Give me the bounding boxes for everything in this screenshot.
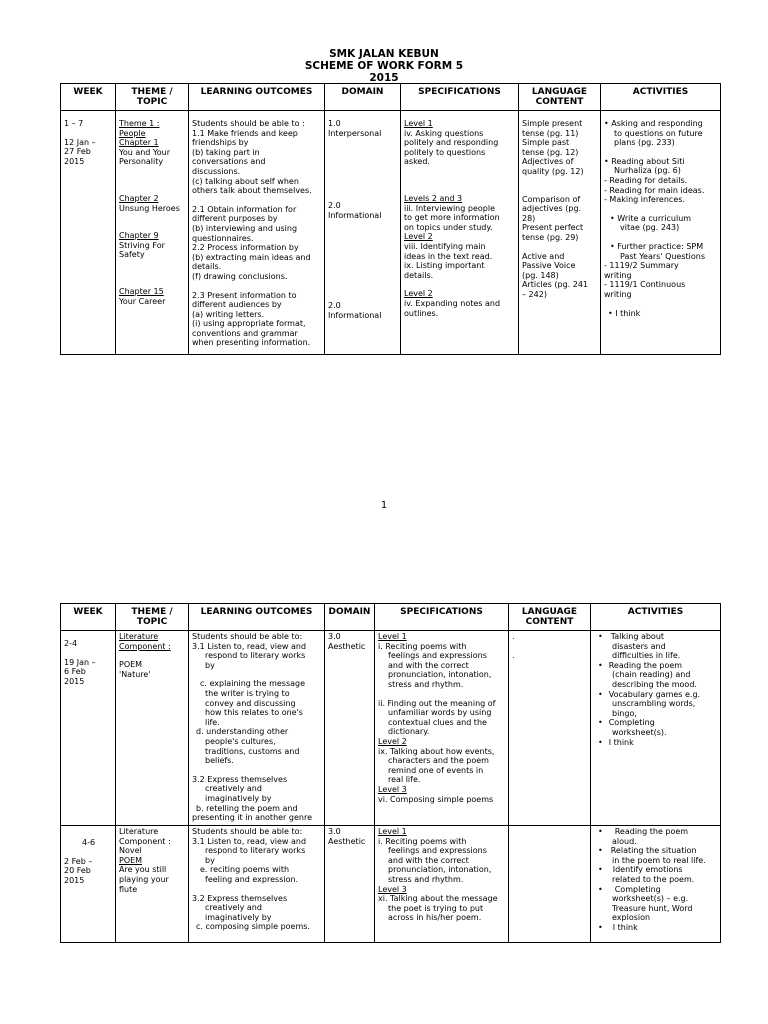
specifications-cell: Level 1 iv. Asking questions politely and responding politely to questions asked. Levels 2 and 3 iii. Interviewing people to get more information on topics under study. Level 2 viii. Identifying main ideas in the text read. ix. Listing important details. Level 2 iv. Expanding notes and outlines.: [401, 111, 519, 355]
language-content-cell: Simple present tense (pg. 11) Simple past tense (pg. 12) Adjectives of quality (pg. 12) Comparison of adjectives (pg. 28) Present perfect tense (pg. 29) Active and Passive Voice (pg. 148) Articles (pg. 241 – 242): [519, 111, 601, 355]
theme-cell: Literature Component : POEM 'Nature': [116, 631, 189, 826]
theme-cell: Literature Component : Novel POEM Are you still playing your flute: [116, 826, 189, 943]
col-outcomes: LEARNING OUTCOMES: [189, 84, 325, 111]
outcomes-cell: Students should be able to: 3.1 Listen to, read, view and respond to literary works by e. reciting poems with feeling and expression. 3.2 Express themselves creatively and imaginatively by c. composing simple poems.: [189, 826, 325, 943]
col-week: WEEK: [61, 84, 116, 111]
domain-cell: 3.0 Aesthetic: [325, 826, 375, 943]
activities-cell: • Asking and responding to questions on future plans (pg. 233) • Reading about Siti Nurhaliza (pg. 6) - Reading for details. - Reading for main ideas. - Making inferences. • Write a curriculum vitae (pg. 243) • Further practice: SPM Past Years' Questions - 1119/2 Summary writing - 1119/1 Continuous writing • I think: [601, 111, 721, 355]
language-content-cell: . .: [509, 631, 591, 826]
week-cell: 2-4 19 Jan – 6 Feb 2015: [61, 631, 116, 826]
col-domain: DOMAIN: [325, 604, 375, 631]
outcomes-cell: Students should be able to : 1.1 Make friends and keep friendships by (b) taking part in conversations and discussions. (c) talking about self when others talk about themselves. 2.1 Obtain information for different purposes by (b) interviewing and using questionnaires. 2.2 Process information by (b) extracting main ideas and details. (f) drawing conclusions. 2.3 Present information to different audiences by (a) writing letters. (i) using appropriate format, conventions and grammar when presenting information.: [189, 111, 325, 355]
table-row: [61, 631, 721, 826]
document-year: 2015: [369, 72, 399, 84]
theme-cell: Theme 1 : People Chapter 1 You and Your Personality Chapter 2 Unsung Heroes Chapter 9 Striving For Safety Chapter 15 Your Career: [116, 111, 189, 355]
table-row: [61, 111, 721, 355]
school-name: SMK JALAN KEBUN: [329, 48, 439, 60]
document-title: SCHEME OF WORK FORM 5: [304, 60, 464, 72]
col-specifications: SPECIFICATIONS: [375, 604, 509, 631]
specifications-cell: Level 1 i. Reciting poems with feelings and expressions and with the correct pronunciation, intonation, stress and rhythm. Level 3 xi. Talking about the message the poet is trying to put across in his/her poem.: [375, 826, 509, 943]
language-content-cell: [509, 826, 591, 943]
col-activities: ACTIVITIES: [601, 84, 721, 111]
domain-cell: 3.0 Aesthetic: [325, 631, 375, 826]
col-activities: ACTIVITIES: [591, 604, 721, 631]
activities-cell: • Talking about disasters and difficulties in life. • Reading the poem (chain reading) and describing the mood. • Vocabulary games e.g. unscrambling words, bingo, • Completing worksheet(s). • I think: [591, 631, 721, 826]
col-language: LANGUAGE CONTENT: [519, 84, 601, 111]
scheme-table-1: [60, 83, 721, 355]
col-outcomes: LEARNING OUTCOMES: [189, 604, 325, 631]
col-domain: DOMAIN: [325, 84, 401, 111]
specifications-cell: Level 1 i. Reciting poems with feelings and expressions and with the correct pronunciation, intonation, stress and rhythm. ii. Finding out the meaning of unfamiliar words by using contextual clues and the dictionary. Level 2 ix. Talking about how events, characters and the poem remind one of events in real life. Level 3 vi. Composing simple poems: [375, 631, 509, 826]
col-theme: THEME / TOPIC: [116, 604, 189, 631]
col-week: WEEK: [61, 604, 116, 631]
table-row: [61, 826, 721, 943]
domain-cell: 1.0 Interpersonal 2.0 Informational 2.0 Informational: [325, 111, 401, 355]
scheme-table-2: [60, 603, 721, 943]
week-cell: 1 – 7 12 Jan – 27 Feb 2015: [61, 111, 116, 355]
col-specifications: SPECIFICATIONS: [401, 84, 519, 111]
table-header-row: [61, 84, 721, 111]
col-language: LANGUAGE CONTENT: [509, 604, 591, 631]
table-header-row: [61, 604, 721, 631]
activities-cell: • Reading the poem aloud. • Relating the situation in the poem to real life. • Identify emotions related to the poem. • Completing worksheet(s) – e.g. Treasure hunt, Word explosion • I think: [591, 826, 721, 943]
outcomes-cell: Students should be able to: 3.1 Listen to, read, view and respond to literary works by c. explaining the message the writer is trying to convey and discussing how this relates to one's life. d. understanding other people's cultures, traditions, customs and beliefs. 3.2 Express themselves creatively and imaginatively by b. retelling the poem and presenting it in another genre: [189, 631, 325, 826]
col-theme: THEME / TOPIC: [116, 84, 189, 111]
page-number: 1: [380, 500, 388, 511]
week-cell: 4-6 2 Feb – 20 Feb 2015: [61, 826, 116, 943]
